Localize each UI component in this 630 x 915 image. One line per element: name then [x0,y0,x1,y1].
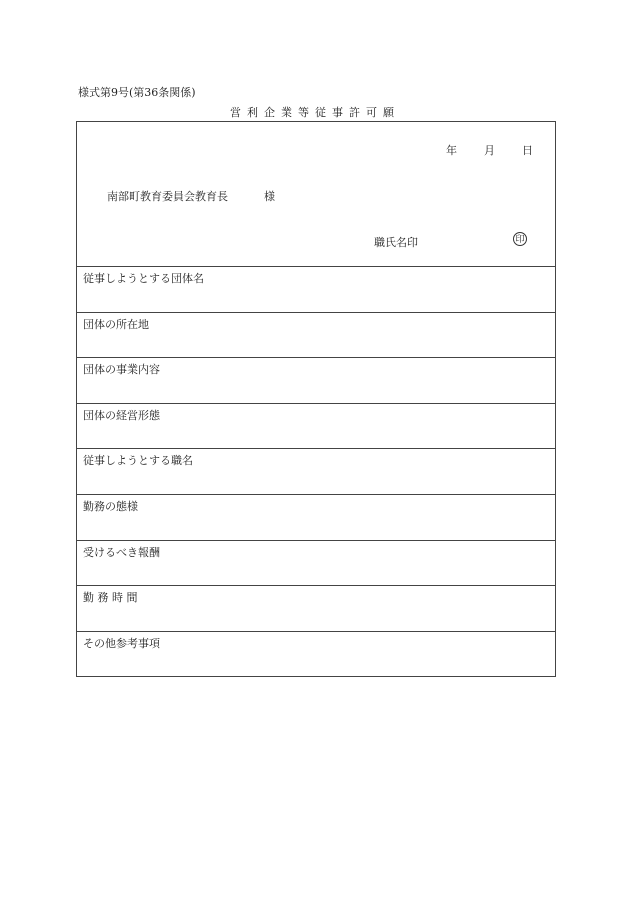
page-title: 営利企業等従事許可願 [230,106,400,119]
form-row-work-style[interactable] [77,495,555,541]
row-label: 勤 務 時 間 [83,591,138,605]
row-label: 団体の事業内容 [83,363,160,377]
form-row-management-form[interactable] [77,404,555,450]
seal-icon: 印 [513,232,527,246]
date-year-label: 年 [446,144,457,157]
row-label: 団体の経営形態 [83,408,160,422]
row-label: 団体の所在地 [83,317,149,331]
applicant-name-label: 職氏名印 [374,236,418,249]
date-month-label: 月 [484,144,495,157]
date-line [446,142,533,158]
row-label: 従事しようとする団体名 [83,272,204,285]
row-label: その他参考事項 [83,636,160,650]
form-row-compensation[interactable] [77,541,555,587]
form-row-working-hours[interactable] [77,586,555,632]
addressee-title: 南部町教育委員会教育長 [107,190,228,203]
row-label: 受けるべき報酬 [83,545,160,559]
permission-form-table [76,121,556,677]
form-row-organization-name[interactable] [77,267,555,313]
row-label: 勤務の態様 [83,499,138,513]
addressee-honorific: 様 [264,190,275,203]
addressee [107,188,275,204]
row-label: 従事しようとする職名 [83,454,193,468]
form-row-other-notes[interactable] [77,632,555,678]
form-number: 様式第9号(第36条関係) [78,86,196,99]
form-row-organization-address[interactable] [77,313,555,359]
form-header-cell [77,122,555,267]
form-row-business-content[interactable] [77,358,555,404]
date-day-label: 日 [522,144,533,157]
form-row-position-title[interactable] [77,449,555,495]
